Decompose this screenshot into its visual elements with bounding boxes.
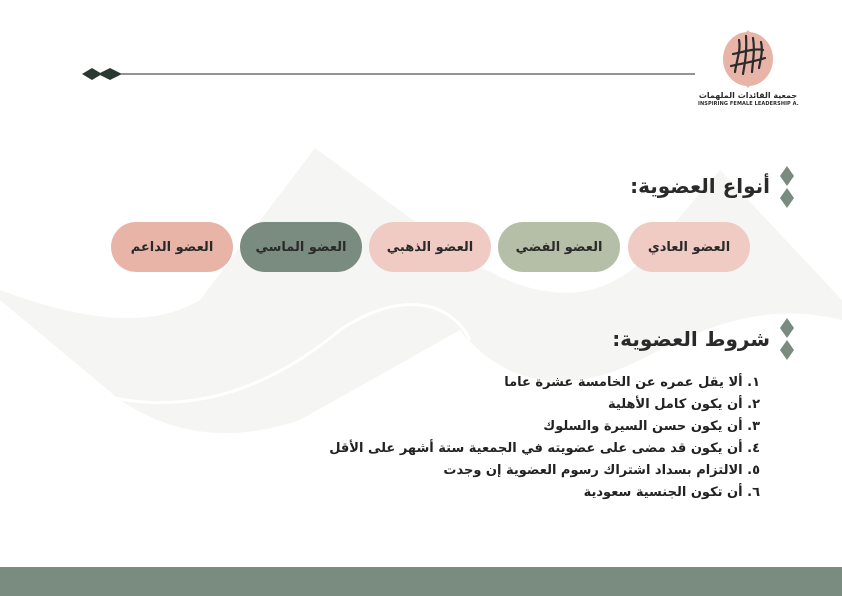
section-diamond-icon	[778, 166, 796, 208]
footer-bar	[0, 567, 842, 596]
membership-conditions-title: شروط العضوية:	[612, 327, 770, 351]
pill-regular-member: العضو العادي	[628, 222, 750, 272]
logo-arabic-name: جمعية القائدات الملهمات	[698, 91, 798, 100]
pill-diamond-member: العضو الماسي	[240, 222, 362, 272]
pill-silver-member: العضو الفضي	[498, 222, 620, 272]
membership-types-title: أنواع العضوية:	[630, 174, 770, 198]
condition-item: ٦. أن تكون الجنسية سعودية	[583, 485, 760, 500]
condition-item: ٢. أن يكون كامل الأهلية	[608, 397, 760, 412]
condition-item: ٤. أن يكون قد مضى على عضويته في الجمعية ستة أشهر على الأقل	[329, 441, 760, 456]
condition-item: ٣. أن يكون حسن السيرة والسلوك	[543, 419, 760, 434]
membership-conditions-list	[329, 372, 760, 504]
pill-gold-member: العضو الذهبي	[369, 222, 491, 272]
header-divider	[80, 66, 700, 82]
logo-english-name: INSPIRING FEMALE LEADERSHIP A.	[698, 101, 799, 107]
condition-item: ٥. الالتزام بسداد اشتراك رسوم العضوية إن وجدت	[443, 463, 760, 478]
condition-item: ١. ألا يقل عمره عن الخامسة عشرة عاما	[504, 375, 760, 390]
pill-supporting-member: العضو الداعم	[111, 222, 233, 272]
organization-logo	[698, 28, 798, 112]
section-diamond-icon	[778, 318, 796, 360]
membership-types-list	[0, 222, 842, 274]
logo-emblem-icon	[719, 28, 777, 90]
